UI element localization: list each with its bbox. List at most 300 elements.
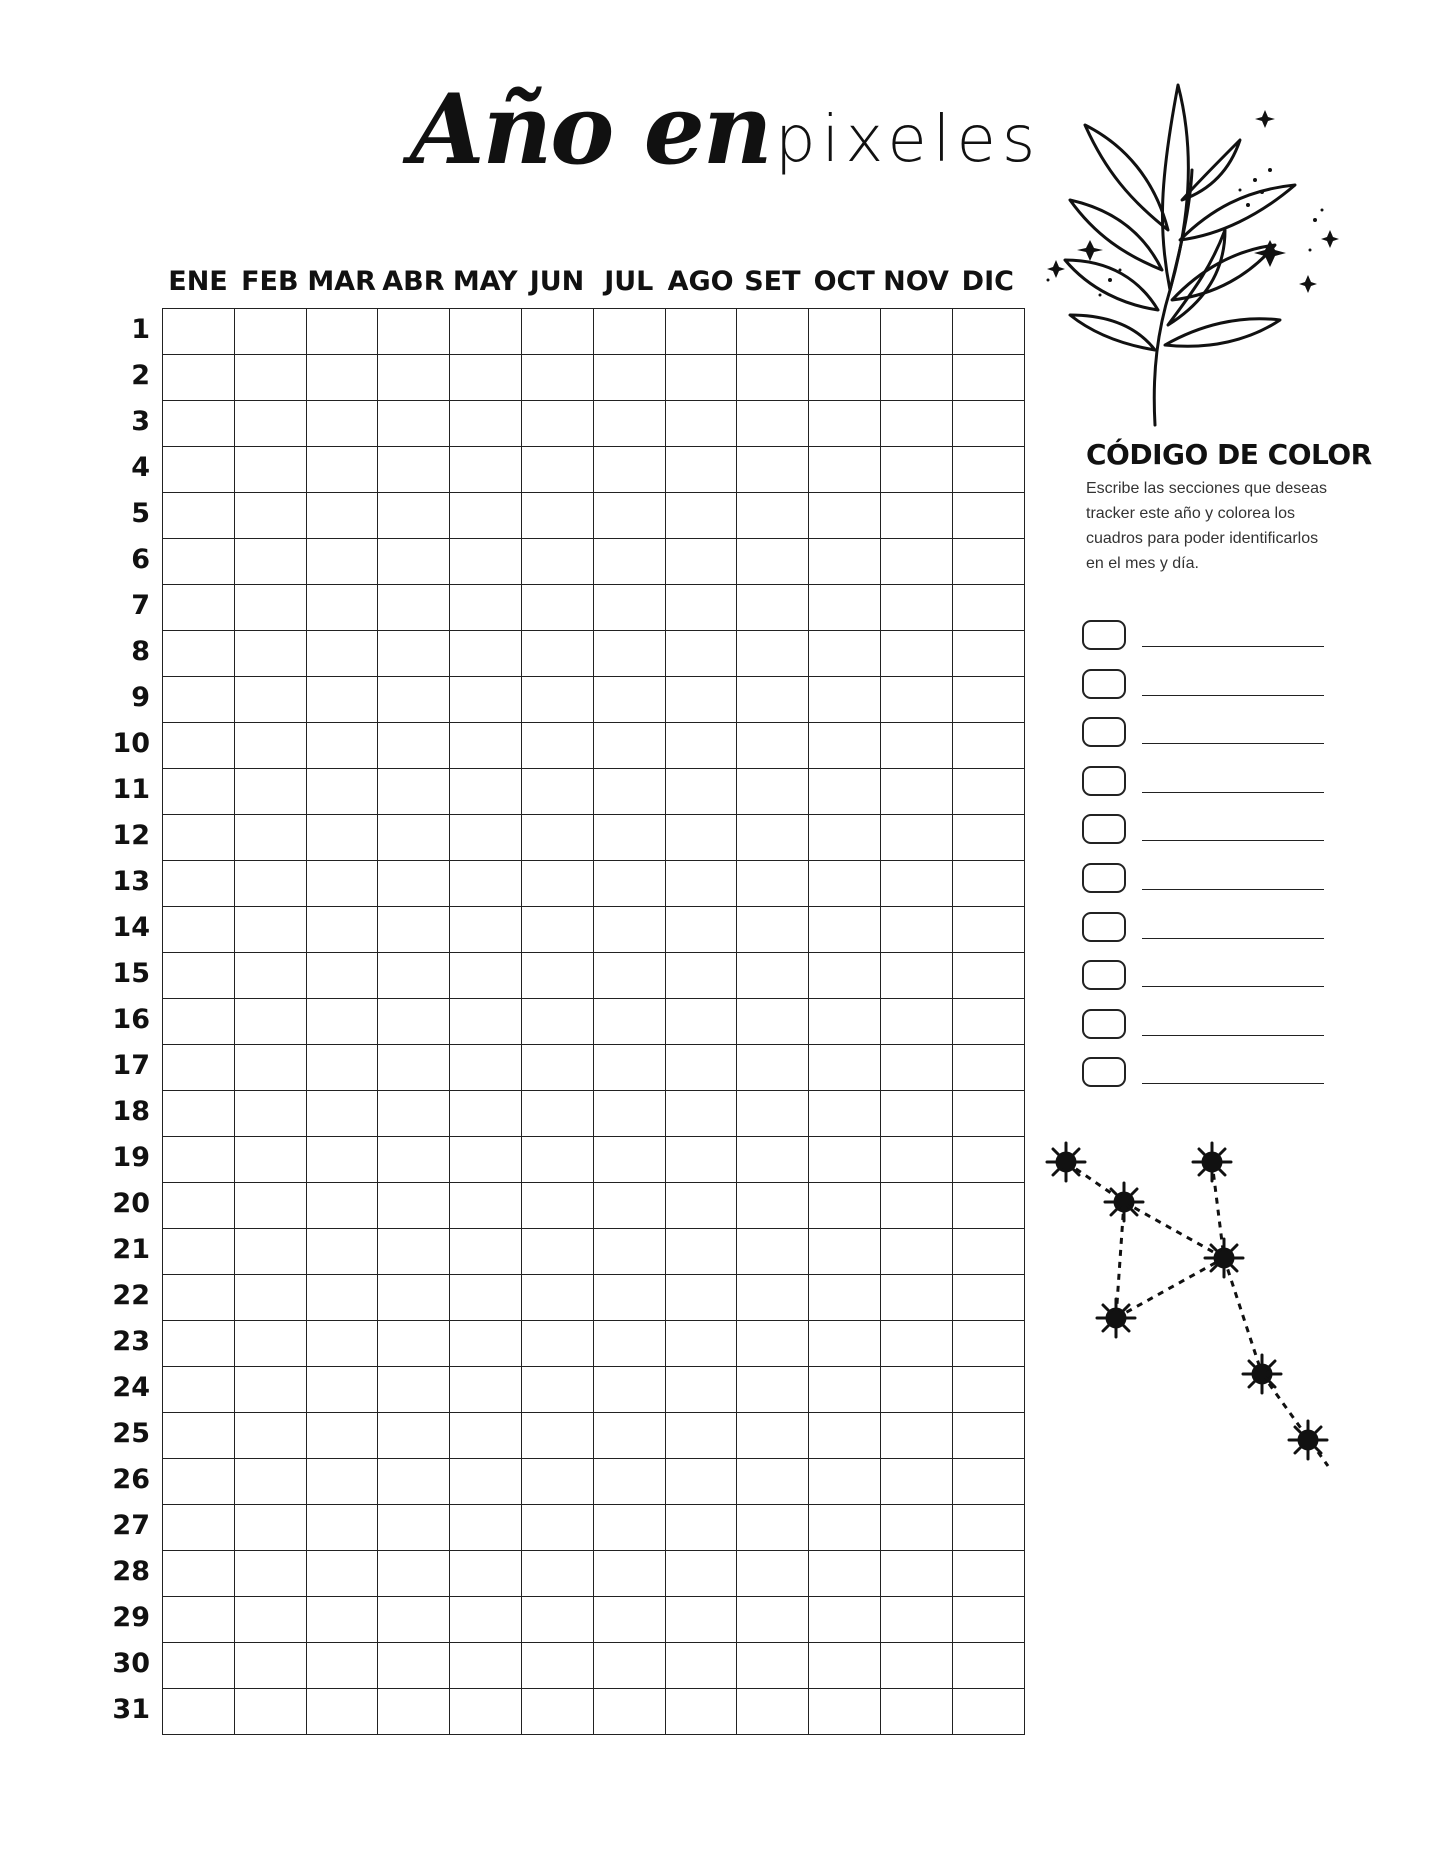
grid-cell[interactable] <box>378 999 450 1045</box>
grid-cell[interactable] <box>809 907 881 953</box>
grid-cell[interactable] <box>952 355 1024 401</box>
grid-cell[interactable] <box>952 1643 1024 1689</box>
grid-cell[interactable] <box>378 1367 450 1413</box>
grid-cell[interactable] <box>880 815 952 861</box>
grid-cell[interactable] <box>234 677 306 723</box>
grid-cell[interactable] <box>809 585 881 631</box>
grid-cell[interactable] <box>306 355 378 401</box>
color-swatch[interactable] <box>1082 863 1126 893</box>
grid-cell[interactable] <box>163 1459 235 1505</box>
grid-cell[interactable] <box>809 1045 881 1091</box>
grid-cell[interactable] <box>880 769 952 815</box>
grid-cell[interactable] <box>521 1367 593 1413</box>
grid-cell[interactable] <box>952 1275 1024 1321</box>
grid-cell[interactable] <box>306 309 378 355</box>
grid-cell[interactable] <box>593 861 665 907</box>
grid-cell[interactable] <box>450 1459 522 1505</box>
grid-cell[interactable] <box>450 401 522 447</box>
grid-cell[interactable] <box>234 1367 306 1413</box>
grid-cell[interactable] <box>665 1597 737 1643</box>
grid-cell[interactable] <box>880 1045 952 1091</box>
color-swatch[interactable] <box>1082 669 1126 699</box>
grid-cell[interactable] <box>809 1137 881 1183</box>
grid-cell[interactable] <box>880 631 952 677</box>
grid-cell[interactable] <box>378 1183 450 1229</box>
grid-cell[interactable] <box>593 1091 665 1137</box>
grid-cell[interactable] <box>521 1505 593 1551</box>
grid-cell[interactable] <box>450 447 522 493</box>
grid-cell[interactable] <box>450 309 522 355</box>
grid-cell[interactable] <box>163 1505 235 1551</box>
grid-cell[interactable] <box>952 861 1024 907</box>
grid-cell[interactable] <box>306 769 378 815</box>
grid-cell[interactable] <box>593 447 665 493</box>
grid-cell[interactable] <box>378 1045 450 1091</box>
grid-cell[interactable] <box>306 723 378 769</box>
grid-cell[interactable] <box>521 861 593 907</box>
grid-cell[interactable] <box>593 907 665 953</box>
grid-cell[interactable] <box>450 1045 522 1091</box>
grid-cell[interactable] <box>163 815 235 861</box>
grid-cell[interactable] <box>234 953 306 999</box>
grid-cell[interactable] <box>521 493 593 539</box>
grid-cell[interactable] <box>809 1413 881 1459</box>
grid-cell[interactable] <box>450 1505 522 1551</box>
grid-cell[interactable] <box>234 1045 306 1091</box>
grid-cell[interactable] <box>952 1321 1024 1367</box>
grid-cell[interactable] <box>521 1597 593 1643</box>
grid-cell[interactable] <box>593 769 665 815</box>
grid-cell[interactable] <box>450 907 522 953</box>
grid-cell[interactable] <box>809 815 881 861</box>
grid-cell[interactable] <box>521 1643 593 1689</box>
color-swatch[interactable] <box>1082 620 1126 650</box>
grid-cell[interactable] <box>880 1413 952 1459</box>
grid-cell[interactable] <box>952 1137 1024 1183</box>
grid-cell[interactable] <box>952 1091 1024 1137</box>
grid-cell[interactable] <box>737 1505 809 1551</box>
grid-cell[interactable] <box>593 493 665 539</box>
grid-cell[interactable] <box>521 1689 593 1735</box>
grid-cell[interactable] <box>306 861 378 907</box>
grid-cell[interactable] <box>880 1137 952 1183</box>
grid-cell[interactable] <box>378 309 450 355</box>
grid-cell[interactable] <box>809 1367 881 1413</box>
grid-cell[interactable] <box>952 585 1024 631</box>
grid-cell[interactable] <box>665 631 737 677</box>
grid-cell[interactable] <box>809 447 881 493</box>
grid-cell[interactable] <box>593 1551 665 1597</box>
grid-cell[interactable] <box>880 953 952 999</box>
grid-cell[interactable] <box>880 1275 952 1321</box>
grid-cell[interactable] <box>880 861 952 907</box>
grid-cell[interactable] <box>593 815 665 861</box>
grid-cell[interactable] <box>809 631 881 677</box>
grid-cell[interactable] <box>234 1413 306 1459</box>
grid-cell[interactable] <box>163 1045 235 1091</box>
grid-cell[interactable] <box>163 907 235 953</box>
grid-cell[interactable] <box>306 493 378 539</box>
grid-cell[interactable] <box>234 999 306 1045</box>
grid-cell[interactable] <box>234 447 306 493</box>
grid-cell[interactable] <box>378 723 450 769</box>
grid-cell[interactable] <box>593 539 665 585</box>
grid-cell[interactable] <box>665 447 737 493</box>
grid-cell[interactable] <box>306 907 378 953</box>
grid-cell[interactable] <box>952 723 1024 769</box>
grid-cell[interactable] <box>593 1689 665 1735</box>
grid-cell[interactable] <box>163 309 235 355</box>
grid-cell[interactable] <box>378 769 450 815</box>
grid-cell[interactable] <box>521 1091 593 1137</box>
grid-cell[interactable] <box>809 723 881 769</box>
grid-cell[interactable] <box>665 1551 737 1597</box>
grid-cell[interactable] <box>737 631 809 677</box>
grid-cell[interactable] <box>952 1413 1024 1459</box>
grid-cell[interactable] <box>306 677 378 723</box>
grid-cell[interactable] <box>306 539 378 585</box>
grid-cell[interactable] <box>163 493 235 539</box>
grid-cell[interactable] <box>450 999 522 1045</box>
grid-cell[interactable] <box>665 861 737 907</box>
grid-cell[interactable] <box>809 401 881 447</box>
grid-cell[interactable] <box>234 1137 306 1183</box>
grid-cell[interactable] <box>306 1413 378 1459</box>
grid-cell[interactable] <box>665 953 737 999</box>
grid-cell[interactable] <box>665 999 737 1045</box>
grid-cell[interactable] <box>521 447 593 493</box>
grid-cell[interactable] <box>737 769 809 815</box>
grid-cell[interactable] <box>665 309 737 355</box>
grid-cell[interactable] <box>665 769 737 815</box>
grid-cell[interactable] <box>521 1413 593 1459</box>
grid-cell[interactable] <box>378 1091 450 1137</box>
grid-cell[interactable] <box>163 1137 235 1183</box>
grid-cell[interactable] <box>450 493 522 539</box>
grid-cell[interactable] <box>521 815 593 861</box>
grid-cell[interactable] <box>952 1597 1024 1643</box>
grid-cell[interactable] <box>880 677 952 723</box>
grid-cell[interactable] <box>880 355 952 401</box>
grid-cell[interactable] <box>809 1321 881 1367</box>
grid-cell[interactable] <box>306 447 378 493</box>
grid-cell[interactable] <box>378 815 450 861</box>
grid-cell[interactable] <box>952 999 1024 1045</box>
grid-cell[interactable] <box>306 631 378 677</box>
grid-cell[interactable] <box>952 1045 1024 1091</box>
grid-cell[interactable] <box>809 1597 881 1643</box>
grid-cell[interactable] <box>163 1367 235 1413</box>
grid-cell[interactable] <box>665 355 737 401</box>
grid-cell[interactable] <box>378 1643 450 1689</box>
grid-cell[interactable] <box>450 1689 522 1735</box>
grid-cell[interactable] <box>665 1137 737 1183</box>
grid-cell[interactable] <box>593 1643 665 1689</box>
grid-cell[interactable] <box>234 493 306 539</box>
legend-label-line[interactable] <box>1142 889 1324 890</box>
grid-cell[interactable] <box>880 1643 952 1689</box>
grid-cell[interactable] <box>450 1413 522 1459</box>
grid-cell[interactable] <box>737 1321 809 1367</box>
grid-cell[interactable] <box>450 815 522 861</box>
grid-cell[interactable] <box>737 1597 809 1643</box>
grid-cell[interactable] <box>378 1229 450 1275</box>
grid-cell[interactable] <box>521 539 593 585</box>
grid-cell[interactable] <box>952 1505 1024 1551</box>
grid-cell[interactable] <box>378 1275 450 1321</box>
grid-cell[interactable] <box>809 493 881 539</box>
grid-cell[interactable] <box>521 769 593 815</box>
grid-cell[interactable] <box>737 1045 809 1091</box>
grid-cell[interactable] <box>593 1367 665 1413</box>
color-swatch[interactable] <box>1082 1057 1126 1087</box>
grid-cell[interactable] <box>521 1183 593 1229</box>
grid-cell[interactable] <box>234 723 306 769</box>
color-swatch[interactable] <box>1082 912 1126 942</box>
grid-cell[interactable] <box>163 631 235 677</box>
grid-cell[interactable] <box>378 585 450 631</box>
grid-cell[interactable] <box>306 953 378 999</box>
grid-cell[interactable] <box>306 1505 378 1551</box>
grid-cell[interactable] <box>306 1459 378 1505</box>
grid-cell[interactable] <box>737 1643 809 1689</box>
grid-cell[interactable] <box>521 1275 593 1321</box>
grid-cell[interactable] <box>880 1505 952 1551</box>
grid-cell[interactable] <box>665 1229 737 1275</box>
grid-cell[interactable] <box>737 1091 809 1137</box>
grid-cell[interactable] <box>378 1459 450 1505</box>
legend-label-line[interactable] <box>1142 938 1324 939</box>
grid-cell[interactable] <box>163 1321 235 1367</box>
grid-cell[interactable] <box>234 1459 306 1505</box>
grid-cell[interactable] <box>378 447 450 493</box>
grid-cell[interactable] <box>163 1413 235 1459</box>
grid-cell[interactable] <box>163 723 235 769</box>
grid-cell[interactable] <box>234 1505 306 1551</box>
grid-cell[interactable] <box>378 1689 450 1735</box>
grid-cell[interactable] <box>593 1137 665 1183</box>
grid-cell[interactable] <box>378 1321 450 1367</box>
grid-cell[interactable] <box>952 1551 1024 1597</box>
grid-cell[interactable] <box>665 677 737 723</box>
grid-cell[interactable] <box>880 1183 952 1229</box>
grid-cell[interactable] <box>952 769 1024 815</box>
grid-cell[interactable] <box>737 999 809 1045</box>
color-swatch[interactable] <box>1082 717 1126 747</box>
grid-cell[interactable] <box>593 1229 665 1275</box>
grid-cell[interactable] <box>665 1183 737 1229</box>
grid-cell[interactable] <box>593 309 665 355</box>
grid-cell[interactable] <box>952 677 1024 723</box>
grid-cell[interactable] <box>450 631 522 677</box>
grid-cell[interactable] <box>234 1091 306 1137</box>
grid-cell[interactable] <box>163 677 235 723</box>
grid-cell[interactable] <box>593 953 665 999</box>
legend-label-line[interactable] <box>1142 792 1324 793</box>
grid-cell[interactable] <box>450 677 522 723</box>
grid-cell[interactable] <box>737 493 809 539</box>
grid-cell[interactable] <box>809 1091 881 1137</box>
grid-cell[interactable] <box>737 1413 809 1459</box>
grid-cell[interactable] <box>737 907 809 953</box>
grid-cell[interactable] <box>665 493 737 539</box>
grid-cell[interactable] <box>952 907 1024 953</box>
grid-cell[interactable] <box>521 309 593 355</box>
grid-cell[interactable] <box>593 1459 665 1505</box>
grid-cell[interactable] <box>234 769 306 815</box>
grid-cell[interactable] <box>378 1137 450 1183</box>
grid-cell[interactable] <box>809 677 881 723</box>
grid-cell[interactable] <box>234 1275 306 1321</box>
grid-cell[interactable] <box>952 1229 1024 1275</box>
grid-cell[interactable] <box>665 1505 737 1551</box>
grid-cell[interactable] <box>593 1505 665 1551</box>
grid-cell[interactable] <box>234 631 306 677</box>
grid-cell[interactable] <box>450 723 522 769</box>
grid-cell[interactable] <box>952 1367 1024 1413</box>
grid-cell[interactable] <box>450 585 522 631</box>
grid-cell[interactable] <box>234 907 306 953</box>
grid-cell[interactable] <box>665 723 737 769</box>
grid-cell[interactable] <box>163 585 235 631</box>
grid-cell[interactable] <box>306 1643 378 1689</box>
grid-cell[interactable] <box>952 815 1024 861</box>
grid-cell[interactable] <box>163 953 235 999</box>
grid-cell[interactable] <box>521 585 593 631</box>
grid-cell[interactable] <box>521 723 593 769</box>
grid-cell[interactable] <box>163 1229 235 1275</box>
color-swatch[interactable] <box>1082 766 1126 796</box>
grid-cell[interactable] <box>234 1597 306 1643</box>
grid-cell[interactable] <box>593 1275 665 1321</box>
grid-cell[interactable] <box>234 1643 306 1689</box>
grid-cell[interactable] <box>378 861 450 907</box>
grid-cell[interactable] <box>234 1321 306 1367</box>
grid-cell[interactable] <box>737 1689 809 1735</box>
grid-cell[interactable] <box>880 1321 952 1367</box>
grid-cell[interactable] <box>163 1597 235 1643</box>
grid-cell[interactable] <box>737 1367 809 1413</box>
grid-cell[interactable] <box>880 1689 952 1735</box>
grid-cell[interactable] <box>234 1183 306 1229</box>
grid-cell[interactable] <box>952 309 1024 355</box>
grid-cell[interactable] <box>450 1229 522 1275</box>
grid-cell[interactable] <box>880 723 952 769</box>
grid-cell[interactable] <box>593 631 665 677</box>
grid-cell[interactable] <box>593 401 665 447</box>
grid-cell[interactable] <box>378 677 450 723</box>
grid-cell[interactable] <box>234 309 306 355</box>
grid-cell[interactable] <box>952 539 1024 585</box>
grid-cell[interactable] <box>880 1367 952 1413</box>
grid-cell[interactable] <box>163 1551 235 1597</box>
grid-cell[interactable] <box>306 1321 378 1367</box>
grid-cell[interactable] <box>234 1551 306 1597</box>
grid-cell[interactable] <box>809 1229 881 1275</box>
grid-cell[interactable] <box>521 1321 593 1367</box>
grid-cell[interactable] <box>665 815 737 861</box>
legend-label-line[interactable] <box>1142 840 1324 841</box>
grid-cell[interactable] <box>952 1459 1024 1505</box>
grid-cell[interactable] <box>234 401 306 447</box>
grid-cell[interactable] <box>378 355 450 401</box>
grid-cell[interactable] <box>306 1367 378 1413</box>
legend-label-line[interactable] <box>1142 1035 1324 1036</box>
grid-cell[interactable] <box>163 1183 235 1229</box>
grid-cell[interactable] <box>665 1689 737 1735</box>
grid-cell[interactable] <box>450 861 522 907</box>
grid-cell[interactable] <box>880 1091 952 1137</box>
grid-cell[interactable] <box>665 539 737 585</box>
grid-cell[interactable] <box>450 1183 522 1229</box>
grid-cell[interactable] <box>378 401 450 447</box>
grid-cell[interactable] <box>450 539 522 585</box>
grid-cell[interactable] <box>952 401 1024 447</box>
grid-cell[interactable] <box>378 1597 450 1643</box>
grid-cell[interactable] <box>450 1091 522 1137</box>
legend-label-line[interactable] <box>1142 986 1324 987</box>
grid-cell[interactable] <box>450 1367 522 1413</box>
grid-cell[interactable] <box>737 1183 809 1229</box>
grid-cell[interactable] <box>593 1597 665 1643</box>
grid-cell[interactable] <box>378 1505 450 1551</box>
grid-cell[interactable] <box>737 953 809 999</box>
grid-cell[interactable] <box>306 1275 378 1321</box>
grid-cell[interactable] <box>450 769 522 815</box>
grid-cell[interactable] <box>809 1505 881 1551</box>
grid-cell[interactable] <box>234 1689 306 1735</box>
grid-cell[interactable] <box>521 631 593 677</box>
grid-cell[interactable] <box>593 677 665 723</box>
legend-label-line[interactable] <box>1142 695 1324 696</box>
grid-cell[interactable] <box>234 539 306 585</box>
grid-cell[interactable] <box>593 723 665 769</box>
grid-cell[interactable] <box>306 1137 378 1183</box>
grid-cell[interactable] <box>521 355 593 401</box>
grid-cell[interactable] <box>163 355 235 401</box>
grid-cell[interactable] <box>665 1367 737 1413</box>
grid-cell[interactable] <box>737 723 809 769</box>
grid-cell[interactable] <box>809 539 881 585</box>
legend-label-line[interactable] <box>1142 1083 1324 1084</box>
grid-cell[interactable] <box>163 401 235 447</box>
grid-cell[interactable] <box>450 1551 522 1597</box>
grid-cell[interactable] <box>306 999 378 1045</box>
grid-cell[interactable] <box>306 815 378 861</box>
grid-cell[interactable] <box>378 539 450 585</box>
grid-cell[interactable] <box>306 1551 378 1597</box>
grid-cell[interactable] <box>234 1229 306 1275</box>
grid-cell[interactable] <box>163 447 235 493</box>
grid-cell[interactable] <box>306 1229 378 1275</box>
grid-cell[interactable] <box>521 1137 593 1183</box>
grid-cell[interactable] <box>737 1551 809 1597</box>
grid-cell[interactable] <box>952 447 1024 493</box>
grid-cell[interactable] <box>665 1459 737 1505</box>
grid-cell[interactable] <box>880 401 952 447</box>
grid-cell[interactable] <box>952 493 1024 539</box>
grid-cell[interactable] <box>809 1689 881 1735</box>
grid-cell[interactable] <box>880 907 952 953</box>
grid-cell[interactable] <box>306 401 378 447</box>
grid-cell[interactable] <box>880 539 952 585</box>
grid-cell[interactable] <box>665 1413 737 1459</box>
grid-cell[interactable] <box>593 1413 665 1459</box>
grid-cell[interactable] <box>163 1275 235 1321</box>
grid-cell[interactable] <box>378 493 450 539</box>
grid-cell[interactable] <box>737 539 809 585</box>
grid-cell[interactable] <box>521 677 593 723</box>
